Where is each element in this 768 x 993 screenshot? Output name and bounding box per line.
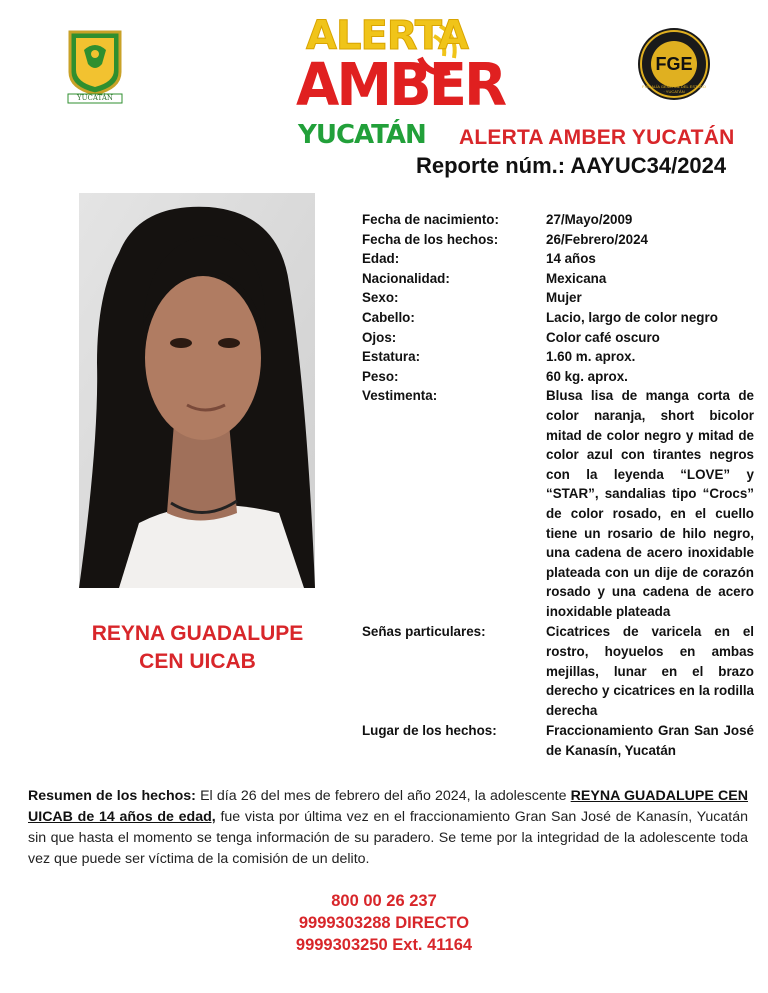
report-number: Reporte núm.: AAYUC34/2024 — [416, 153, 727, 178]
detail-row-age — [362, 249, 754, 269]
detail-label: Señas particulares: — [362, 624, 486, 640]
alert-title: ALERTA AMBER YUCATÁN — [459, 126, 735, 149]
detail-value: Color café oscuro — [546, 329, 660, 345]
detail-row-hair — [362, 308, 754, 328]
detail-row-weight — [362, 367, 754, 387]
contact-numbers — [0, 890, 768, 956]
alerta-amber-logo — [296, 13, 505, 150]
detail-row-event-date — [362, 230, 754, 250]
summary-highlight: REYNA GUADALUPE CEN UICAB de 14 años de edad, — [28, 788, 749, 825]
detail-value: Lacio, largo de color negro — [546, 309, 718, 325]
detail-row-eyes — [362, 328, 754, 348]
person-name — [60, 620, 335, 676]
detail-label: Vestimenta: — [362, 388, 438, 404]
detail-row-birthdate — [362, 210, 754, 230]
contact-extension: 9999303250 Ext. 41164 — [295, 936, 473, 954]
summary-paragraph — [28, 786, 748, 870]
detail-label: Ojos: — [362, 329, 397, 345]
detail-label: Edad: — [362, 251, 400, 267]
missing-person-photo — [79, 193, 315, 588]
detail-label: Lugar de los hechos: — [362, 723, 497, 739]
person-name-line1: REYNA GUADALUPE — [91, 622, 304, 645]
detail-row-clothing — [362, 386, 754, 621]
detail-label: Nacionalidad: — [362, 270, 450, 286]
detail-value: Mexicana — [546, 270, 607, 286]
detail-value: 60 kg. aprox. — [546, 368, 628, 384]
fge-badge-icon — [636, 26, 712, 102]
detail-value: Cicatrices de varicela en el rostro, hoyuelos en ambas mejillas, lunar en el brazo derecho y cicatrices en la rodilla derecha — [546, 624, 754, 718]
detail-value: 14 años — [546, 251, 596, 267]
summary-text-2: fue vista por última vez en el fraccionamiento Gran San José de Kanasín, Yucatán sin que hasta el momento se tenga información de su paradero. Se teme por la integridad de la adolescente toda vez que puede ser víctima de la comisión de un delito. — [28, 809, 748, 867]
logo-amber-text: AMBER — [296, 51, 505, 120]
detail-value: Mujer — [546, 290, 582, 306]
detail-value: 27/Mayo/2009 — [546, 212, 633, 227]
detail-row-location — [362, 721, 754, 760]
detail-value: Blusa lisa de manga corta de color naranja, short bicolor mitad de color negro y mitad de color azul con tirantes negros con la leyenda “LOVE” y “STAR”, sandalias tipo “Crocs” de color rosado, en el cuello tiene un rosario de hilo negro, una cadena de acero inoxidable plateada con un dije de corazón rosado y una cadena de acero inoxidable plateada — [546, 388, 754, 619]
logo-yucatan-text: YUCATÁN — [298, 120, 426, 150]
detail-value: 1.60 m. aprox. — [546, 349, 636, 365]
person-name-line2: CEN UICAB — [139, 650, 256, 673]
detail-value: 26/Febrero/2024 — [546, 231, 648, 247]
detail-label: Peso: — [362, 368, 399, 384]
detail-label: Cabello: — [362, 309, 415, 325]
detail-row-nationality — [362, 269, 754, 289]
contact-toll-free: 800 00 26 237 — [331, 892, 437, 910]
detail-row-sex — [362, 288, 754, 308]
fge-ring-text: FISCALÍA GENERAL DEL ESTADO · YUCATÁN — [642, 84, 706, 94]
detail-label: Fecha de los hechos: — [362, 231, 499, 247]
detail-row-height — [362, 347, 754, 367]
detail-label: Estatura: — [362, 349, 421, 365]
detail-label: Sexo: — [362, 290, 399, 306]
contact-direct: 9999303288 DIRECTO — [298, 914, 470, 932]
seal-caption: YUCATÁN — [76, 94, 113, 102]
yucatan-seal-icon — [66, 28, 124, 104]
summary-label: Resumen de los hechos: — [28, 788, 196, 804]
detail-row-marks — [362, 622, 754, 720]
details-list — [362, 210, 754, 761]
logo-alerta-text: ALERTA — [306, 13, 468, 59]
fge-label: FGE — [655, 54, 693, 74]
detail-value: Fraccionamiento Gran San José de Kanasín, Yucatán — [546, 723, 754, 759]
detail-label: Fecha de nacimiento: — [362, 212, 499, 227]
summary-text-1: El día 26 del mes de febrero del año 2024, la adolescente — [195, 788, 571, 804]
